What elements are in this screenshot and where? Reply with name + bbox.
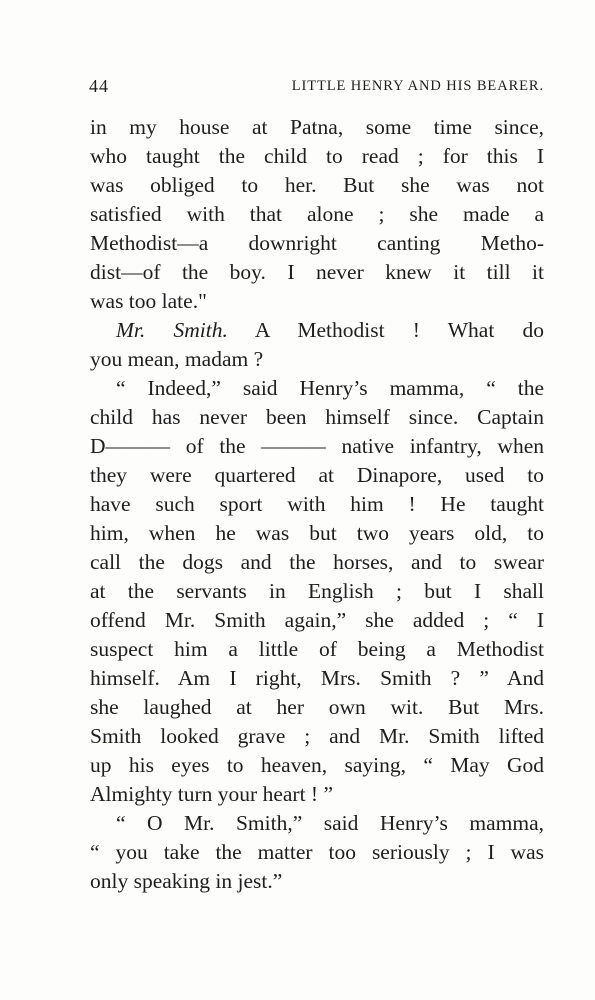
text-line: was obliged to her. But she was not xyxy=(90,173,544,197)
speaker-name: Mr. Smith. xyxy=(116,318,228,342)
text-line: who taught the child to read ; for this I xyxy=(90,144,544,168)
text-line: dist—of the boy. I never knew it till it xyxy=(90,260,544,284)
running-title: LITTLE HENRY AND HIS BEARER. xyxy=(291,78,544,94)
text-line: child has never been himself since. Captain xyxy=(90,405,544,429)
text-line: him, when he was but two years old, to xyxy=(90,521,544,545)
text-line: at the servants in English ; but I shall xyxy=(90,579,544,603)
dialogue-line xyxy=(90,316,544,345)
text-line: Methodist—a downright canting Metho- xyxy=(90,231,544,255)
text-line: up his eyes to heaven, saying, “ May God xyxy=(90,753,544,777)
text-line: only speaking in jest.” xyxy=(90,869,283,893)
text-line: satisfied with that alone ; she made a xyxy=(90,202,544,226)
text-line: suspect him a little of being a Methodist xyxy=(90,637,544,661)
dialogue-text: A Methodist ! What do xyxy=(227,318,544,342)
text-line: “ O Mr. Smith,” said Henry’s mamma, xyxy=(116,811,544,835)
text-line: they were quartered at Dinapore, used to xyxy=(90,463,544,487)
text-line: D——— of the ——— native infantry, when xyxy=(90,434,544,458)
text-line: “ you take the matter too seriously ; I was xyxy=(90,840,544,864)
text-line: Almighty turn your heart ! ” xyxy=(90,782,334,806)
text-line: was too late." xyxy=(90,289,207,313)
text-line: call the dogs and the horses, and to swear xyxy=(90,550,544,574)
text-line: she laughed at her own wit. But Mrs. xyxy=(90,695,544,719)
text-line: in my house at Patna, some time since, xyxy=(90,115,544,139)
text-line: himself. Am I right, Mrs. Smith ? ” And xyxy=(90,666,544,690)
text-line: “ Indeed,” said Henry’s mamma, “ the xyxy=(116,376,544,400)
text-line: offend Mr. Smith again,” she added ; “ I xyxy=(90,608,544,632)
body-text xyxy=(90,113,544,896)
page-number: 44 xyxy=(89,76,109,96)
text-line: have such sport with him ! He taught xyxy=(90,492,544,516)
text-line: Smith looked grave ; and Mr. Smith lifted xyxy=(90,724,544,748)
text-line: you mean, madam ? xyxy=(90,347,264,371)
running-head xyxy=(89,74,544,98)
